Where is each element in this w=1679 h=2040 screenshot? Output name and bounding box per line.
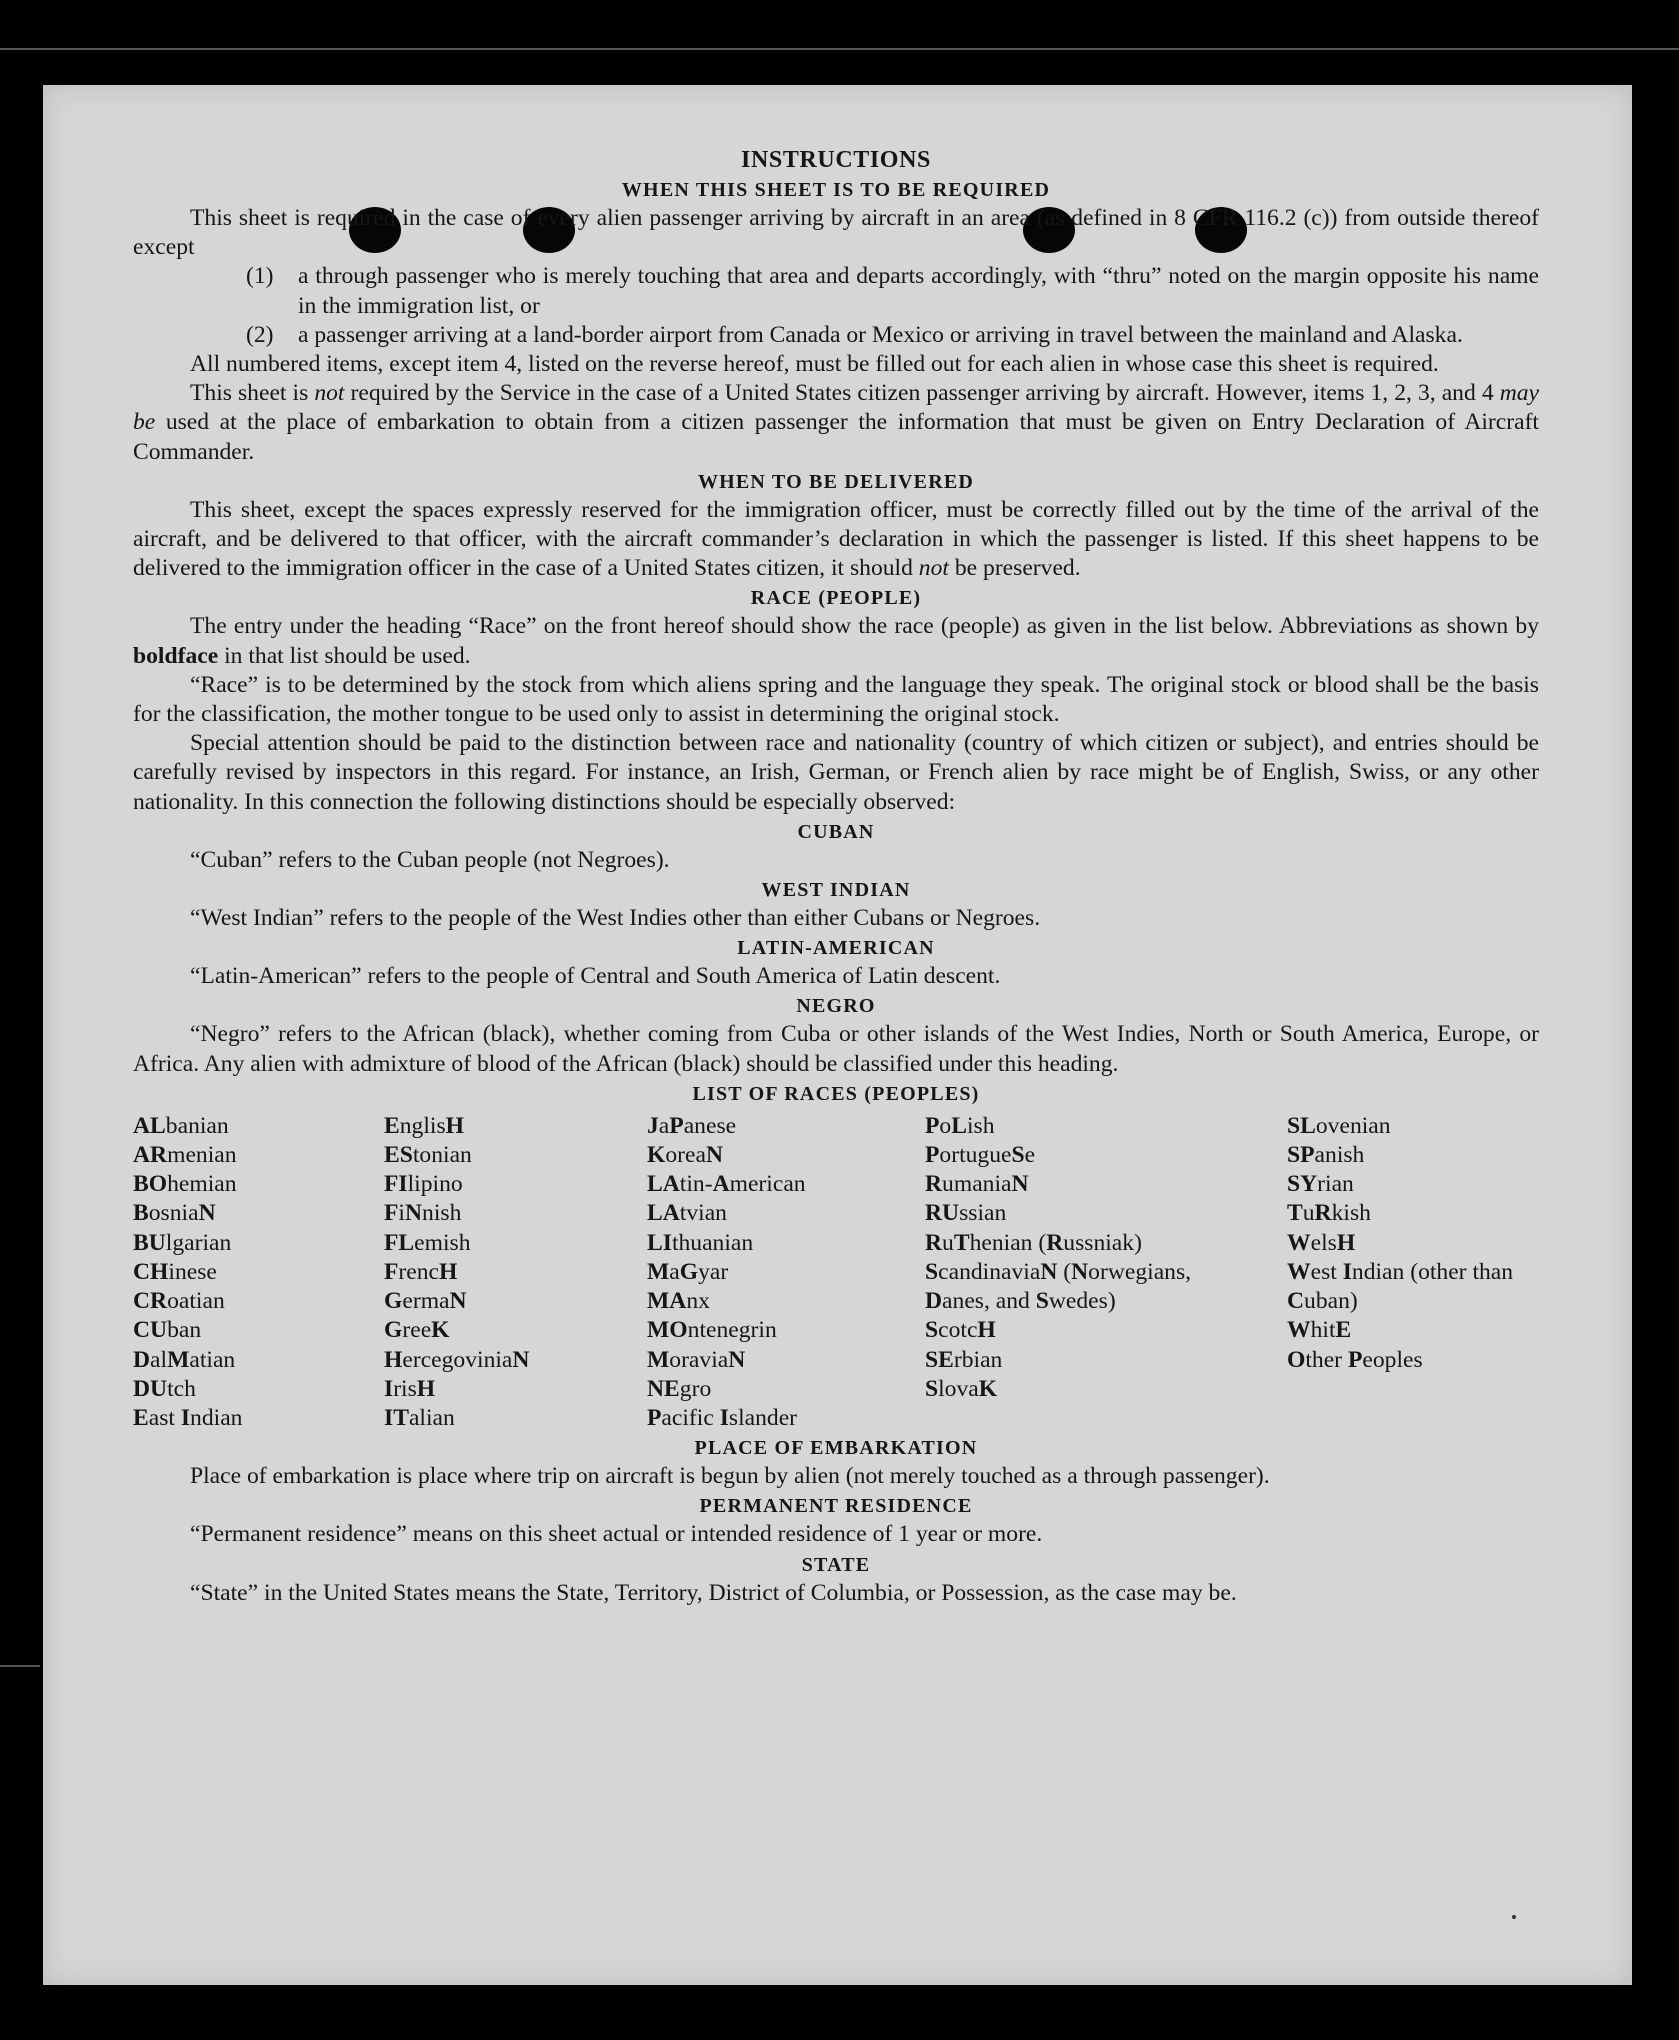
race-entry: LAtvian <box>647 1200 727 1227</box>
item-number: (2) <box>246 321 274 348</box>
race-entry: SlovaK <box>925 1375 998 1402</box>
race-entry: LAtin-American <box>647 1171 806 1198</box>
section-heading-required: WHEN THIS SHEET IS TO BE REQUIRED <box>621 179 1051 201</box>
instructions-body <box>133 140 1539 1608</box>
race-entry: ScandinaviaN (Norwegians, Danes, and Swedes) <box>925 1258 1192 1315</box>
race-entry: KoreaN <box>647 1142 724 1169</box>
race-entry: PoLish <box>925 1112 995 1139</box>
race-entry: MoraviaN <box>647 1346 746 1373</box>
section-heading-latin-american: LATIN-AMERICAN <box>737 937 935 960</box>
text-run: in that list should be used. <box>218 642 471 669</box>
section-heading-negro: NEGRO <box>796 995 876 1018</box>
race-entry: DUtch <box>133 1375 196 1402</box>
text-run: be preserved. <box>948 555 1081 582</box>
section-heading-cuban: CUBAN <box>797 820 875 843</box>
race-entry: MaGyar <box>647 1258 729 1285</box>
paragraph: “Latin-American” refers to the people of Central and South America of Latin descent. <box>190 963 1001 990</box>
race-entry: WelsH <box>1287 1229 1356 1256</box>
race-list <box>133 1112 1539 1433</box>
race-entry: NEgro <box>647 1375 712 1402</box>
section-heading-embarkation: PLACE OF EMBARKATION <box>694 1437 978 1460</box>
race-column <box>925 1112 1225 1433</box>
paragraph: This sheet is required in the case of every alien passenger arriving by aircraft in an area (as defined in 8 CFR 116.2 (c)) from outside thereof except <box>133 205 1539 261</box>
race-entry: MAnx <box>647 1288 710 1315</box>
film-edge-line <box>0 48 1679 50</box>
race-entry: IrisH <box>384 1375 436 1402</box>
race-entry: ITalian <box>384 1404 455 1431</box>
race-entry: RumaniaN <box>925 1171 1029 1198</box>
race-entry: SLovenian <box>1287 1112 1391 1139</box>
race-entry: CUban <box>133 1317 202 1344</box>
emphasis: may be <box>133 380 1539 436</box>
race-entry: FLemish <box>384 1229 471 1256</box>
race-entry: HercegoviniaN <box>384 1346 530 1373</box>
text-run: required by the Service in the case of a United States citizen passenger arriving by aircraft. However, items 1, 2, 3, and 4 <box>344 380 1500 407</box>
section-heading-race-list: LIST OF RACES (PEOPLES) <box>692 1082 980 1105</box>
race-entry: BUlgarian <box>133 1229 232 1256</box>
emphasis: not <box>314 380 345 407</box>
race-entry: CHinese <box>133 1258 217 1285</box>
race-entry: TuRkish <box>1287 1200 1371 1227</box>
race-entry: RuThenian (Russniak) <box>925 1229 1142 1256</box>
paragraph: “Cuban” refers to the Cuban people (not Negroes). <box>190 846 670 873</box>
race-entry: GermaN <box>384 1288 467 1315</box>
text-run: This sheet is <box>190 380 315 407</box>
race-entry: FIlipino <box>384 1171 463 1198</box>
race-entry: RUssian <box>925 1200 1007 1227</box>
race-entry: ARmenian <box>133 1142 237 1169</box>
paragraph: “State” in the United States means the State, Territory, District of Columbia, or Possession, as the case may be. <box>190 1579 1237 1606</box>
page-title: INSTRUCTIONS <box>741 147 931 173</box>
race-entry: EnglisH <box>384 1112 464 1139</box>
race-entry: GreeK <box>384 1317 450 1344</box>
paragraph <box>133 379 1539 467</box>
race-entry: WhitE <box>1287 1317 1352 1344</box>
race-column <box>133 1112 384 1433</box>
section-heading-race: RACE (PEOPLE) <box>750 587 922 610</box>
race-entry: ALbanian <box>133 1112 229 1139</box>
section-heading-delivered: WHEN TO BE DELIVERED <box>697 470 975 493</box>
item-text: a passenger arriving at a land-border airport from Canada or Mexico or arriving in travel between the mainland and Alaska. <box>298 321 1463 348</box>
emphasis: not <box>918 555 949 582</box>
text-run: The entry under the heading “Race” on the front hereof should show the race (people) as given in the list below. Abbreviations as shown by <box>190 613 1539 640</box>
text-run: This sheet, except the spaces expressly reserved for the immigration officer, must be correctly filled out by the time of the arrival of the aircraft, and be delivered to that officer, with the aircraft commander’s declaration in which the passenger is listed. If this sheet happens to be delivered to the immigration officer in the case of a United States citizen, it should <box>133 496 1539 582</box>
race-entry: SYrian <box>1287 1171 1354 1198</box>
race-entry: FrencH <box>384 1258 458 1285</box>
race-entry: JaPanese <box>647 1112 737 1139</box>
film-edge-mark <box>0 1665 40 1667</box>
race-column <box>647 1112 925 1433</box>
race-entry: Other Peoples <box>1287 1346 1423 1373</box>
item-number: (1) <box>246 263 274 290</box>
paragraph: Place of embarkation is place where trip on aircraft is begun by alien (not merely touched as a through passenger). <box>190 1463 1270 1490</box>
paragraph: Special attention should be paid to the distinction between race and nationality (country of which citizen or subject), and entries should be carefully revised by inspectors in this regard. For instance, an Irish, German, or French alien by race might be of English, Swiss, or any other nationality. In this connection the following distinctions should be especially observed: <box>133 730 1539 815</box>
paragraph: All numbered items, except item 4, listed on the reverse hereof, must be filled out for each alien in whose case this sheet is required. <box>190 351 1439 378</box>
race-entry: SErbian <box>925 1346 1003 1373</box>
list-item <box>246 321 1539 350</box>
race-entry: West Indian (other than Cuban) <box>1287 1258 1514 1315</box>
race-entry: DalMatian <box>133 1346 236 1373</box>
race-entry: MOntenegrin <box>647 1317 777 1344</box>
text-run: used at the place of embarkation to obtain from a citizen passenger the information that must be given on Entry Declaration of Aircraft Commander. <box>133 409 1539 465</box>
paragraph: “West Indian” refers to the people of the West Indies other than either Cubans or Negroes. <box>190 905 1041 932</box>
section-heading-residence: PERMANENT RESIDENCE <box>699 1495 973 1518</box>
section-heading-west-indian: WEST INDIAN <box>761 879 911 902</box>
race-entry: East Indian <box>133 1404 243 1431</box>
race-entry: BOhemian <box>133 1171 237 1198</box>
race-entry: BosniaN <box>133 1200 216 1227</box>
paragraph: “Permanent residence” means on this sheet actual or intended residence of 1 year or more. <box>190 1521 1043 1548</box>
race-entry: FiNnish <box>384 1200 462 1227</box>
list-item <box>246 262 1539 320</box>
speck <box>1512 1915 1516 1919</box>
race-column <box>384 1112 647 1433</box>
race-entry: EStonian <box>384 1142 472 1169</box>
race-entry: LIthuanian <box>647 1229 754 1256</box>
paragraph <box>133 612 1539 670</box>
race-column <box>1287 1112 1539 1433</box>
bold-text: boldface <box>133 642 219 669</box>
item-text: a through passenger who is merely touching that area and departs accordingly, with “thru” noted on the margin opposite his name in the immigration list, or <box>298 263 1539 319</box>
race-entry: ScotcH <box>925 1317 996 1344</box>
race-entry: SPanish <box>1287 1142 1365 1169</box>
race-entry: CRoatian <box>133 1288 225 1315</box>
race-entry: Pacific Islander <box>647 1404 798 1431</box>
paragraph: “Negro” refers to the African (black), whether coming from Cuba or other islands of the West Indies, North or South America, Europe, or Africa. Any alien with admixture of blood of the African (black) should be classified under this heading. <box>133 1021 1539 1077</box>
paragraph <box>133 496 1539 584</box>
section-heading-state: STATE <box>801 1553 871 1576</box>
race-entry: PortugueSe <box>925 1142 1036 1169</box>
paragraph: “Race” is to be determined by the stock from which aliens spring and the language they speak. The original stock or blood shall be the basis for the classification, the mother tongue to be used only to assist in determining the original stock. <box>133 671 1539 728</box>
